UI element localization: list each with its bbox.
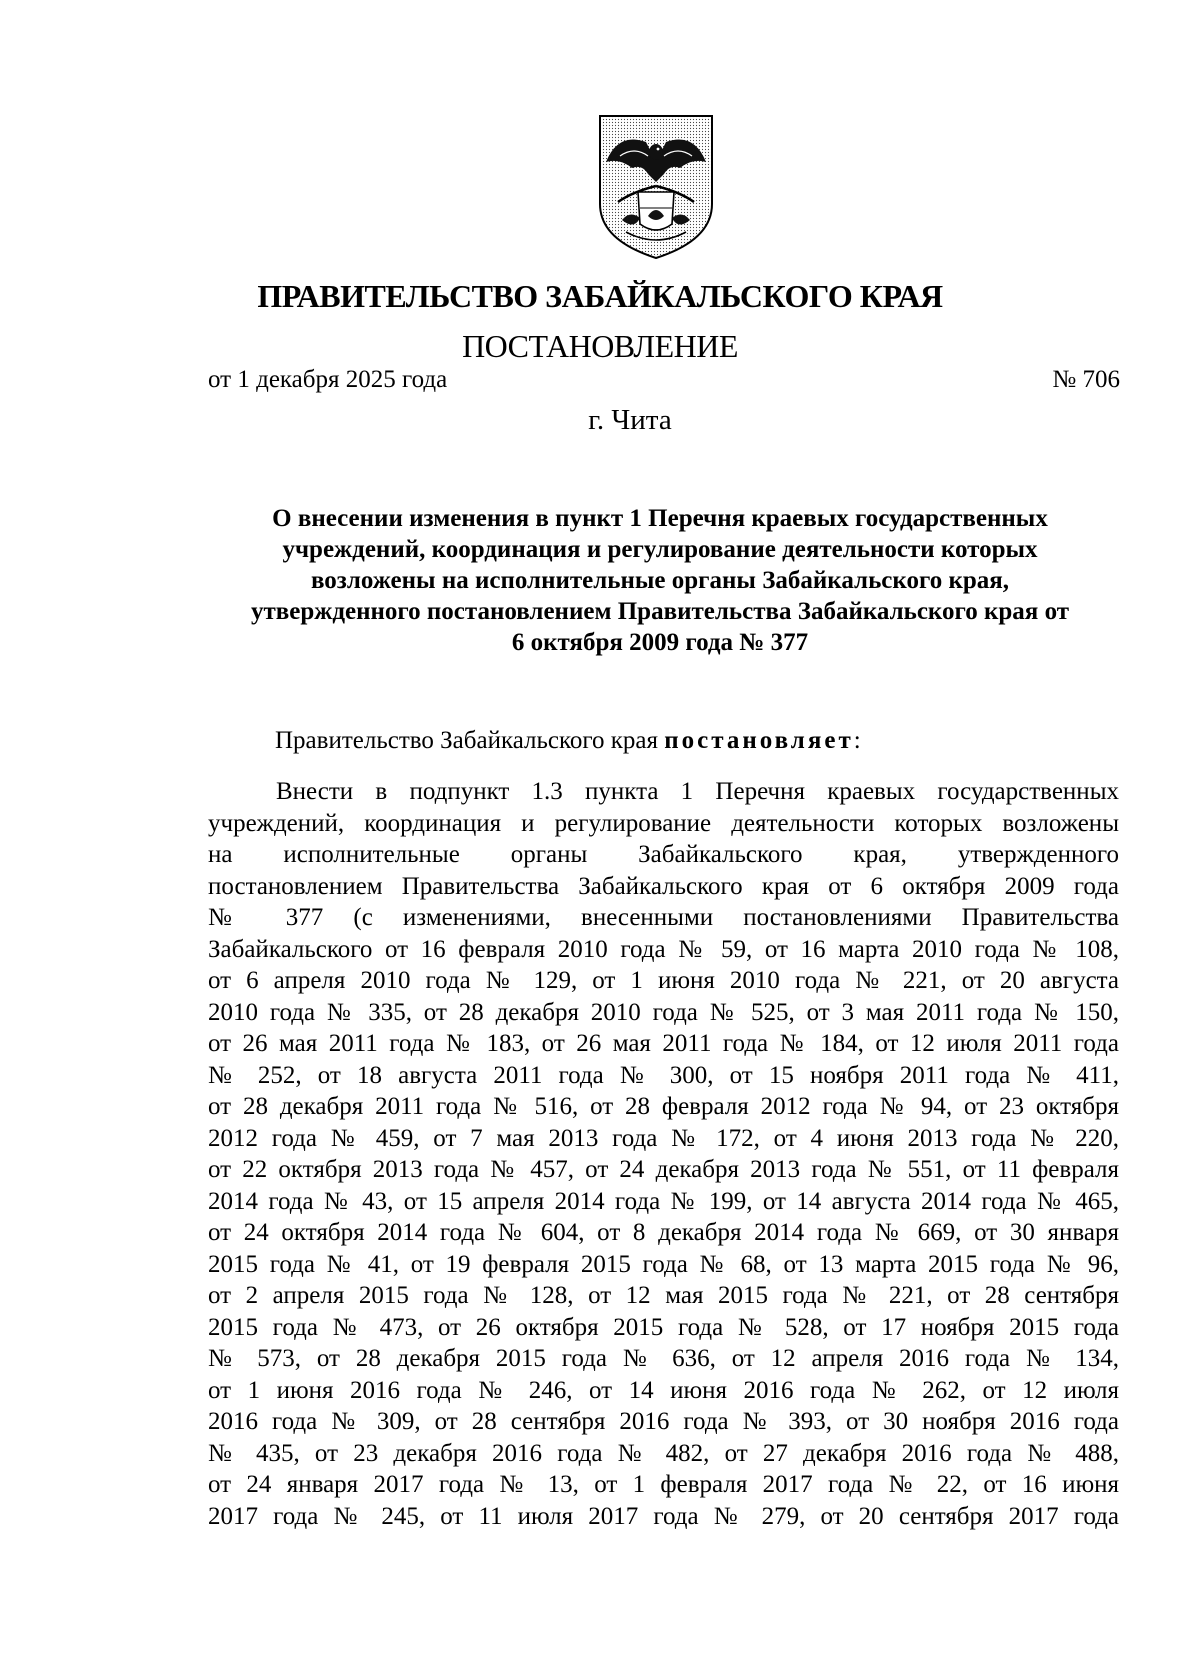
heading-line: учреждений, координация и регулирование деятельности которых — [282, 536, 1038, 563]
body-line: от 22 октября 2013 года № 457, от 24 декабря 2013 года № 551, от 11 февраля — [208, 1156, 1119, 1183]
heading-line: О внесении изменения в пункт 1 Перечня краевых государственных — [272, 505, 1048, 532]
body-line: 2016 года № 309, от 28 сентября 2016 года № 393, от 30 ноября 2016 года — [208, 1408, 1119, 1435]
body-line: Внести в подпункт 1.3 пункта 1 Перечня краевых государственных — [276, 778, 1119, 805]
body-line: № 252, от 18 августа 2011 года № 300, от 15 ноября 2011 года № 411, — [208, 1061, 1119, 1089]
heading-line: возложены на исполнительные органы Забайкальского края, — [310, 567, 1010, 594]
preamble-emphasis: постановляет — [664, 727, 854, 754]
body-line: от 1 июня 2016 года № 246, от 14 июня 2016 года № 262, от 12 июля — [208, 1376, 1119, 1404]
body-line: № 435, от 23 декабря 2016 года № 482, от 27 декабря 2016 года № 488, — [208, 1439, 1119, 1467]
preamble-text: Правительство Забайкальского края — [275, 727, 665, 754]
body-line: 2015 года № 473, от 26 октября 2015 года № 528, от 17 ноября 2015 года — [208, 1313, 1119, 1341]
document-type: ПОСТАНОВЛЕНИЕ — [462, 328, 738, 364]
body-line: от 26 мая 2011 года № 183, от 26 мая 2011 года № 184, от 12 июля 2011 года — [208, 1030, 1119, 1057]
body-line: Забайкальского от 16 февраля 2010 года № 59, от 16 марта 2010 года № 108, — [208, 935, 1119, 963]
body-line: на исполнительные органы Забайкальского края, утвержденного — [208, 841, 1119, 868]
body-line: 2010 года № 335, от 28 декабря 2010 года № 525, от 3 мая 2011 года № 150, — [208, 998, 1119, 1026]
heading-line: 6 октября 2009 года № 377 — [511, 629, 809, 656]
body-line: от 24 января 2017 года № 13, от 1 февраля 2017 года № 22, от 16 июня — [208, 1471, 1119, 1498]
body-line: учреждений, координация и регулирование деятельности которых возложены — [208, 809, 1119, 837]
preamble-colon: : — [853, 727, 861, 754]
coat-of-arms-emblem — [596, 112, 716, 262]
heading-line: утвержденного постановлением Правительства Забайкальского края от — [250, 598, 1070, 625]
document-heading — [180, 503, 1140, 658]
preamble — [275, 725, 861, 757]
body-line: № 573, от 28 декабря 2015 года № 636, от 12 апреля 2016 года № 134, — [208, 1345, 1119, 1372]
body-line: от 24 октября 2014 года № 604, от 8 декабря 2014 года № 669, от 30 января — [208, 1219, 1119, 1246]
body-line: постановлением Правительства Забайкальского края от 6 октября 2009 года — [208, 872, 1119, 900]
body-line: от 2 апреля 2015 года № 128, от 12 мая 2015 года № 221, от 28 сентября — [208, 1282, 1119, 1309]
body-line: 2015 года № 41, от 19 февраля 2015 года № 68, от 13 марта 2015 года № 96, — [208, 1250, 1119, 1278]
body-line: 2014 года № 43, от 15 апреля 2014 года № 199, от 14 августа 2014 года № 465, — [208, 1187, 1119, 1215]
body-paragraph — [208, 776, 1119, 1532]
body-line: 2017 года № 245, от 11 июля 2017 года № 279, от 20 сентября 2017 года — [208, 1502, 1119, 1530]
body-line: № 377 (с изменениями, внесенными постановлениями Правительства — [208, 904, 1119, 931]
document-date: от 1 декабря 2025 года — [208, 366, 448, 393]
body-line: от 28 декабря 2011 года № 516, от 28 февраля 2012 года № 94, от 23 октября — [208, 1093, 1119, 1120]
government-name: ПРАВИТЕЛЬСТВО ЗАБАЙКАЛЬСКОГО КРАЯ — [257, 278, 943, 314]
body-line: 2012 года № 459, от 7 мая 2013 года № 172, от 4 июня 2013 года № 220, — [208, 1124, 1119, 1152]
document-number: № 706 — [1052, 366, 1120, 393]
body-line: от 6 апреля 2010 года № 129, от 1 июня 2010 года № 221, от 20 августа — [208, 967, 1119, 994]
document-city: г. Чита — [588, 404, 672, 436]
